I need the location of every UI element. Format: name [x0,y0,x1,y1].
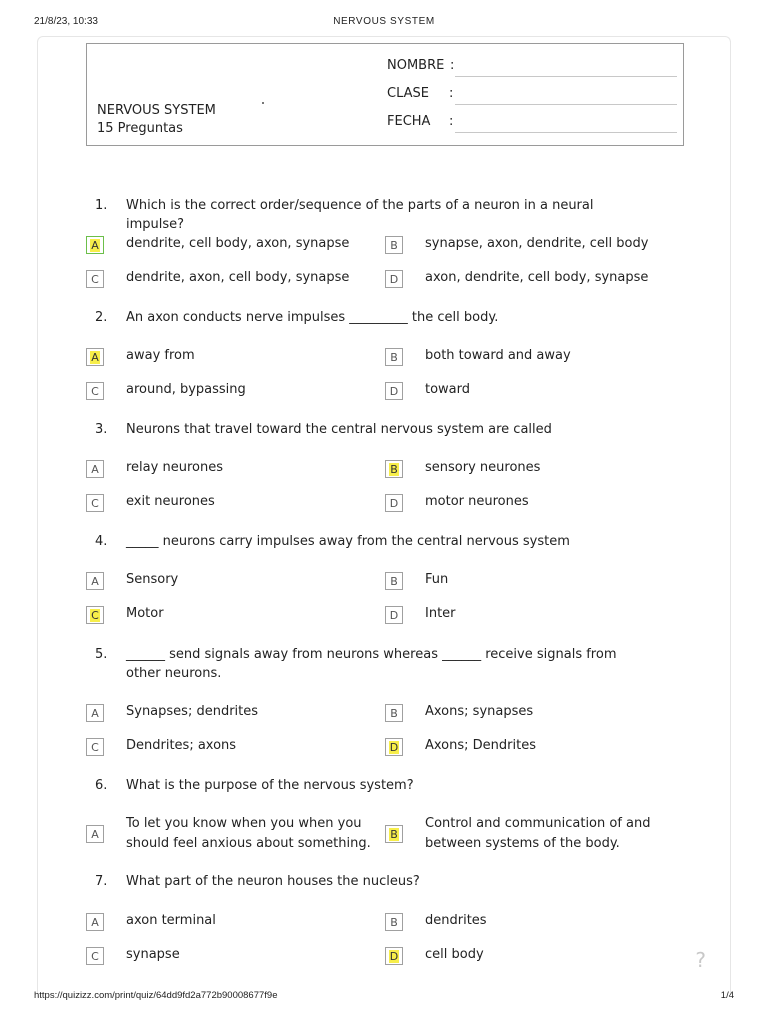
option-letter-box[interactable] [385,348,403,366]
option-letter-box[interactable] [385,738,403,756]
option-text: away from [126,348,195,363]
option-letter: D [389,272,399,286]
field-clase [387,86,677,106]
print-header [34,16,734,30]
option-text: around, bypassing [126,382,246,397]
option-letter: B [390,915,398,929]
field-underline[interactable] [455,76,677,77]
option-text: Control and communication of and between systems of the body. [425,816,651,851]
print-footer [34,990,734,1004]
page-indicator: 1/4 [720,990,734,1001]
field-colon: : [449,86,454,101]
field-colon: : [450,58,455,73]
option-letter: C [91,608,99,622]
option-letter: A [91,915,99,929]
question-text: What is the purpose of the nervous system? [126,778,414,793]
question-text: An axon conducts nerve impulses _________ the cell body. [126,310,499,325]
option-text: axon terminal [126,913,216,928]
option-text: dendrite, cell body, axon, synapse [126,236,350,251]
option-letter: B [390,238,398,252]
option-letter: D [389,740,399,754]
option-text: exit neurones [126,494,215,509]
option-text: Axons; Dendrites [425,738,536,753]
option-letter: D [389,949,399,963]
option-letter: D [389,496,399,510]
option-letter-box[interactable] [385,494,403,512]
option-text: toward [425,382,471,397]
option-letter: A [91,462,99,476]
option-letter: A [91,827,99,841]
option-text: synapse, axon, dendrite, cell body [425,236,649,251]
option-letter-box[interactable] [385,236,403,254]
field-colon: : [449,114,454,129]
quiz-title: NERVOUS SYSTEM [97,103,216,118]
field-fecha [387,114,677,134]
option-text: dendrite, axon, cell body, synapse [126,270,350,285]
option-text: dendrites [425,913,487,928]
option-letter-box[interactable] [385,704,403,722]
option-letter: C [91,272,99,286]
quiz-header-box [86,43,684,146]
option-letter: B [390,462,398,476]
help-icon[interactable]: ? [695,948,706,972]
option-text: To let you know when you when you should feel anxious about something. [126,816,371,851]
question-text: ______ send signals away from neurons whereas ______ receive signals from other neurons. [126,647,617,681]
option-letter-box[interactable] [86,236,104,254]
option-text: Inter [425,606,456,621]
option-letter: A [91,238,99,252]
field-underline[interactable] [455,132,677,133]
field-underline[interactable] [455,104,677,105]
option-letter-box[interactable] [385,270,403,288]
option-letter-box[interactable] [385,947,403,965]
option-text: relay neurones [126,460,223,475]
option-letter-box[interactable] [86,572,104,590]
decorative-dot [262,102,264,104]
option-text: synapse [126,947,180,962]
option-letter-box[interactable] [385,382,403,400]
option-letter: B [390,574,398,588]
option-text: cell body [425,947,484,962]
option-letter: A [91,350,99,364]
question-text: _____ neurons carry impulses away from the central nervous system [126,534,570,549]
option-letter: C [91,949,99,963]
option-letter-box[interactable] [86,825,104,843]
option-text: Motor [126,606,164,621]
option-text: Sensory [126,572,179,587]
question-text: Neurons that travel toward the central nervous system are called [126,422,552,437]
option-letter-box[interactable] [86,704,104,722]
option-letter-box[interactable] [86,270,104,288]
option-letter-box[interactable] [385,606,403,624]
field-nombre [387,58,677,78]
option-letter: A [91,706,99,720]
option-letter: D [389,608,399,622]
option-letter: B [390,827,398,841]
option-letter-box[interactable] [385,572,403,590]
print-url: https://quizizz.com/print/quiz/64dd9fd2a772b90008677f9e [34,990,278,1001]
question-number: 3. [95,422,108,437]
option-text: sensory neurones [425,460,541,475]
option-letter: C [91,740,99,754]
option-letter-box[interactable] [86,947,104,965]
option-letter-box[interactable] [86,460,104,478]
question-number: 2. [95,310,108,325]
option-text: axon, dendrite, cell body, synapse [425,270,649,285]
print-datetime: 21/8/23, 10:33 [34,16,98,27]
option-text: Axons; synapses [425,704,534,719]
option-text: motor neurones [425,494,529,509]
option-letter-box[interactable] [385,825,403,843]
option-letter-box[interactable] [86,348,104,366]
option-letter-box[interactable] [86,382,104,400]
field-label: FECHA [387,114,431,129]
option-letter-box[interactable] [385,460,403,478]
option-letter: C [91,384,99,398]
option-letter-box[interactable] [86,606,104,624]
field-label: NOMBRE [387,58,445,73]
option-letter: B [390,350,398,364]
print-doc-title: NERVOUS SYSTEM [333,16,435,27]
question-number: 4. [95,534,108,549]
option-text: Synapses; dendrites [126,704,259,719]
question-text: What part of the neuron houses the nucleus? [126,874,420,889]
option-text: Fun [425,572,449,587]
option-letter-box[interactable] [385,913,403,931]
option-letter-box[interactable] [86,494,104,512]
question-count: 15 Preguntas [97,121,183,136]
question-number: 1. [95,198,108,213]
option-letter-box[interactable] [86,738,104,756]
field-label: CLASE [387,86,429,101]
option-letter: C [91,496,99,510]
option-text: Dendrites; axons [126,738,237,753]
option-text: both toward and away [425,348,571,363]
option-letter: D [389,384,399,398]
question-text: Which is the correct order/sequence of the parts of a neuron in a neural impulse? [126,198,594,232]
option-letter: A [91,574,99,588]
question-number: 5. [95,647,108,662]
option-letter: B [390,706,398,720]
question-number: 7. [95,874,108,889]
option-letter-box[interactable] [86,913,104,931]
question-number: 6. [95,778,108,793]
